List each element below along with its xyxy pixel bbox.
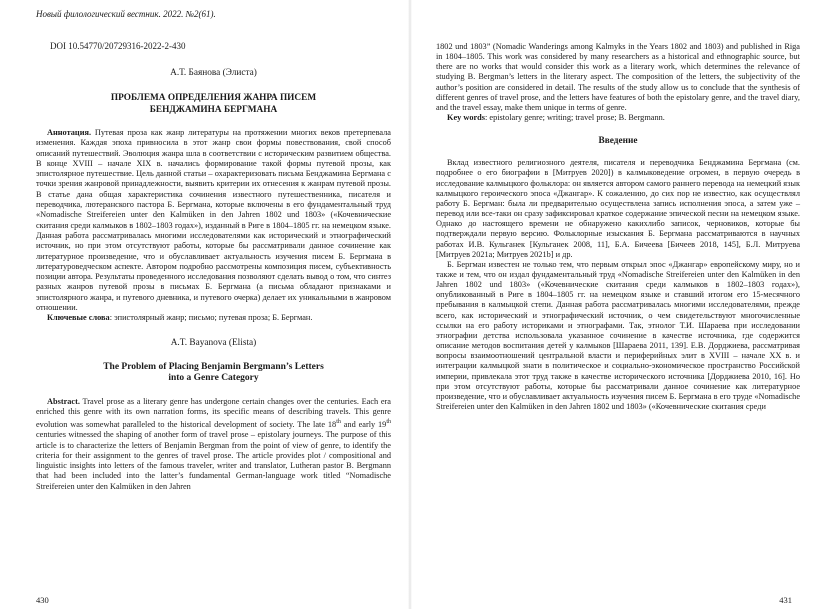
text-run: Вклад известного религиозного деятеля, писателя и переводчика Бенджамина Бергмана (см. подробнее о его биографии в [Митруев 2020]) в калмыковедение огромен, в первую очередь в исследование калмыцкого фольклора: он является автором самого раннего перевода на немецкий язык калмыцкого героического эпоса «Джангар». К сожалению, до сих пор не известно, как осуществлял работу Б. Бергман: была ли предварительно осуществлена запись исполнения эпоса, а затем уже – перевод или все-таки он сразу зафиксировал краткое содержание эпической песни на немецком языке. Однако до настоящего времени не обнаружено какихлибо записок, черновиков, которые бы подтверждали первую версию. Фольклорные изыскания Б. Бергмана рассматриваются в научных работах И.В. Кульганек [Кульганек 2008, 11], Б.А. Бичеева [Бичеев 2018, 145], Б.Л. Митруева [Митруев 2021а; Митруев 2021b] и др. bbox=[436, 158, 800, 259]
text-run: Путевая проза как жанр литературы на протяжении многих веков претерпевала изменения. Каждая эпоха привносила в этот жанр свои формы повествования, свой способ описаний путешествий. Эволюция жанра шла в соответствии с историческим развитием общества. В конце XVIII – начале XIX в. начались формирование такой формы путевой прозы, как эпистолярное путешествие. Цель данной статьи – охарактеризовать письма Бенджамина Бергмана с точки зрения жанровой принадлежности, выявить критерии их отнесения к жанрам путевой прозы. В статье дана общая характеристика сочинения известного путешественника, писателя и переводчика, лютеранского пастора Б. Бергмана, которые включены в его фундаментальный труд «Nomadische Streifereien unter den Kalmüken in den Jahren 1802 und 1803» («Кочевнические скитания среди калмыков в 1802–1803 годах»), изданный в Риге в 1804–1805 гг. на немецком языке. Данная работа рассматривалась многими исследователями как исторический и этнографический источник, но при этом отсутствуют работы, которые бы рассматривали данное сочинение как литературное произведение, что и обуславливает актуальность изучения писем Б. Бергмана в литературоведческом аспекте. Автором подробно рассмотрены композиция писем, субъективность позиции автора. Результаты проведенного исследования позволяют сделать вывод о том, что синтез разных жанров путевой прозы в письмах Б. Бергмана (а письма обладают признаками и эпистолярного жанра, и путевого дневника, и путевого очерка) делает их уникальными в жанровом отношении. bbox=[36, 128, 391, 313]
author-en: A.T. Bayanova (Elista) bbox=[170, 337, 257, 348]
title-en-line2: into a Genre Category bbox=[168, 373, 259, 384]
keywords-en bbox=[436, 113, 800, 123]
bold-label: Аннотация. bbox=[47, 128, 92, 137]
title-ru bbox=[36, 93, 391, 116]
abstract-en-continued bbox=[436, 42, 800, 113]
title-ru-line1: ПРОБЛЕМА ОПРЕДЕЛЕНИЯ ЖАНРА ПИСЕМ bbox=[110, 93, 317, 103]
doi: DOI 10.54770/20729316-2022-2-430 bbox=[50, 41, 186, 51]
bold-label: Key words bbox=[447, 113, 486, 123]
abstract-en bbox=[36, 397, 391, 492]
body-paragraph-2 bbox=[436, 260, 800, 412]
body-paragraph-1 bbox=[436, 158, 800, 260]
text-run: Б. Бергман известен не только тем, что первым открыл эпос «Джангар» европейскому миру, но и также и тем, что он издал фундаментальный труд «Nomadische Streifereien unter den Kalmüken in den Jahren 1802 und 1803» («Кочевнические скитания среди калмыков в 1802–1803 годах»), опубликованный в Риге в 1804–1805 гг. на немецком языке и ставший итогом его 15-месячного пребывания в калмыцкой степи. Данная работа рассматривалась многими исследователями, прежде всего, как исторический и этнографический источник, о чем свидетельствуют многочисленные ссылки на его работу историками и этнографами. Так, этнолог Т.И. Шараева при исследовании этнографии детства использовала указанное сочинение в качестве источника, где содержится описание методов воспитания детей у калмыков [Шараева 2011, 139]. Е.В. Дорджиева, рассматривая вопросы взаимоотношений центральной власти и периферийных элит в XVIII – начале XX в. и интеграции калмыцкой знати в политическое и социально-экономическое пространство Российской империи, привлекала этот труд также в качестве исторического источника [Дорджиева 2010, 16]. Но при этом отсутствуют работы, которые бы рассматривали данное сочинение как литературное произведение, что и обуславливает актуальность изучения писем Б. Бергмана в его труде «Nomadische Streifereien unter den Kalmüken in den Jahren 1802 und 1803» («Кочевнические скитания среди bbox=[436, 259, 800, 411]
superscript: th bbox=[336, 419, 341, 426]
page-number-left: 430 bbox=[36, 595, 49, 605]
author-ru: А.Т. Баянова (Элиста) bbox=[170, 68, 257, 78]
title-en-line1: The Problem of Placing Benjamin Bergmann’s Letters bbox=[103, 361, 324, 372]
abstract-ru bbox=[36, 128, 391, 313]
text-run: 1802 und 1803” (Nomadic Wanderings among Kalmyks in the Years 1802 and 1803) and published in Riga in 1804–1805. This work was considered by many researchers as a historical and ethnographic source, but there are no works that would consider this work as a literary work, which determines the relevance of studying B. Bergman’s letters in the literary aspect. The composition of the letters, the subjectivity of the author’s position are considered in detail. The results of the study allow us to conclude that the synthesis of different genres of travel prose, and the letters have features of both the epistolary genre, and the travel diary, and the travel essay, make them unique in terms of genre. bbox=[436, 42, 800, 112]
title-en bbox=[36, 362, 391, 385]
running-head: Новый филологический вестник. 2022. №2(61). bbox=[36, 9, 216, 19]
bold-label: Abstract. bbox=[47, 396, 80, 406]
text-run: : epistolary genre; writing; travel prose; B. Bergmann. bbox=[485, 113, 665, 123]
keywords-ru bbox=[36, 313, 391, 323]
text-run: centuries witnessed the shaping of another form of travel prose – epistolary journeys. The purpose of this article is to characterize the letters of Benjamin Bergman from the point of view of genre, to identify the criteria for their assignment to the genres of travel prose. The article provides plot / compositional and linguistic insights into letters of the famous traveler, writer and translator, Lutheran pastor B. Bergmann that had been included into the latter’s fundamental German-language work titled “Nomadische Streifereien unter den Kalmüken in den Jahren bbox=[36, 430, 391, 491]
right-page bbox=[410, 0, 820, 609]
right-column bbox=[436, 42, 800, 412]
left-column bbox=[36, 40, 391, 492]
superscript: th bbox=[386, 419, 391, 426]
text-run: Travel prose as a literary genre has undergone certain changes over the centuries. Each era enriched this genre with its own narration forms, its specific means of describing travels. This genre evolution was somewhat paralleled to the historical development of society. The late 18 bbox=[36, 396, 391, 429]
page-number-right: 431 bbox=[779, 595, 792, 605]
text-run: : эпистолярный жанр; письмо; путевая проза; Б. Бергман. bbox=[109, 313, 313, 323]
section-title-introduction: Введение bbox=[598, 136, 638, 147]
text-run: and early 19 bbox=[340, 420, 387, 429]
title-ru-line2: БЕНДЖАМИНА БЕРГМАНА bbox=[149, 104, 278, 115]
bold-label: Ключевые слова bbox=[47, 313, 110, 323]
